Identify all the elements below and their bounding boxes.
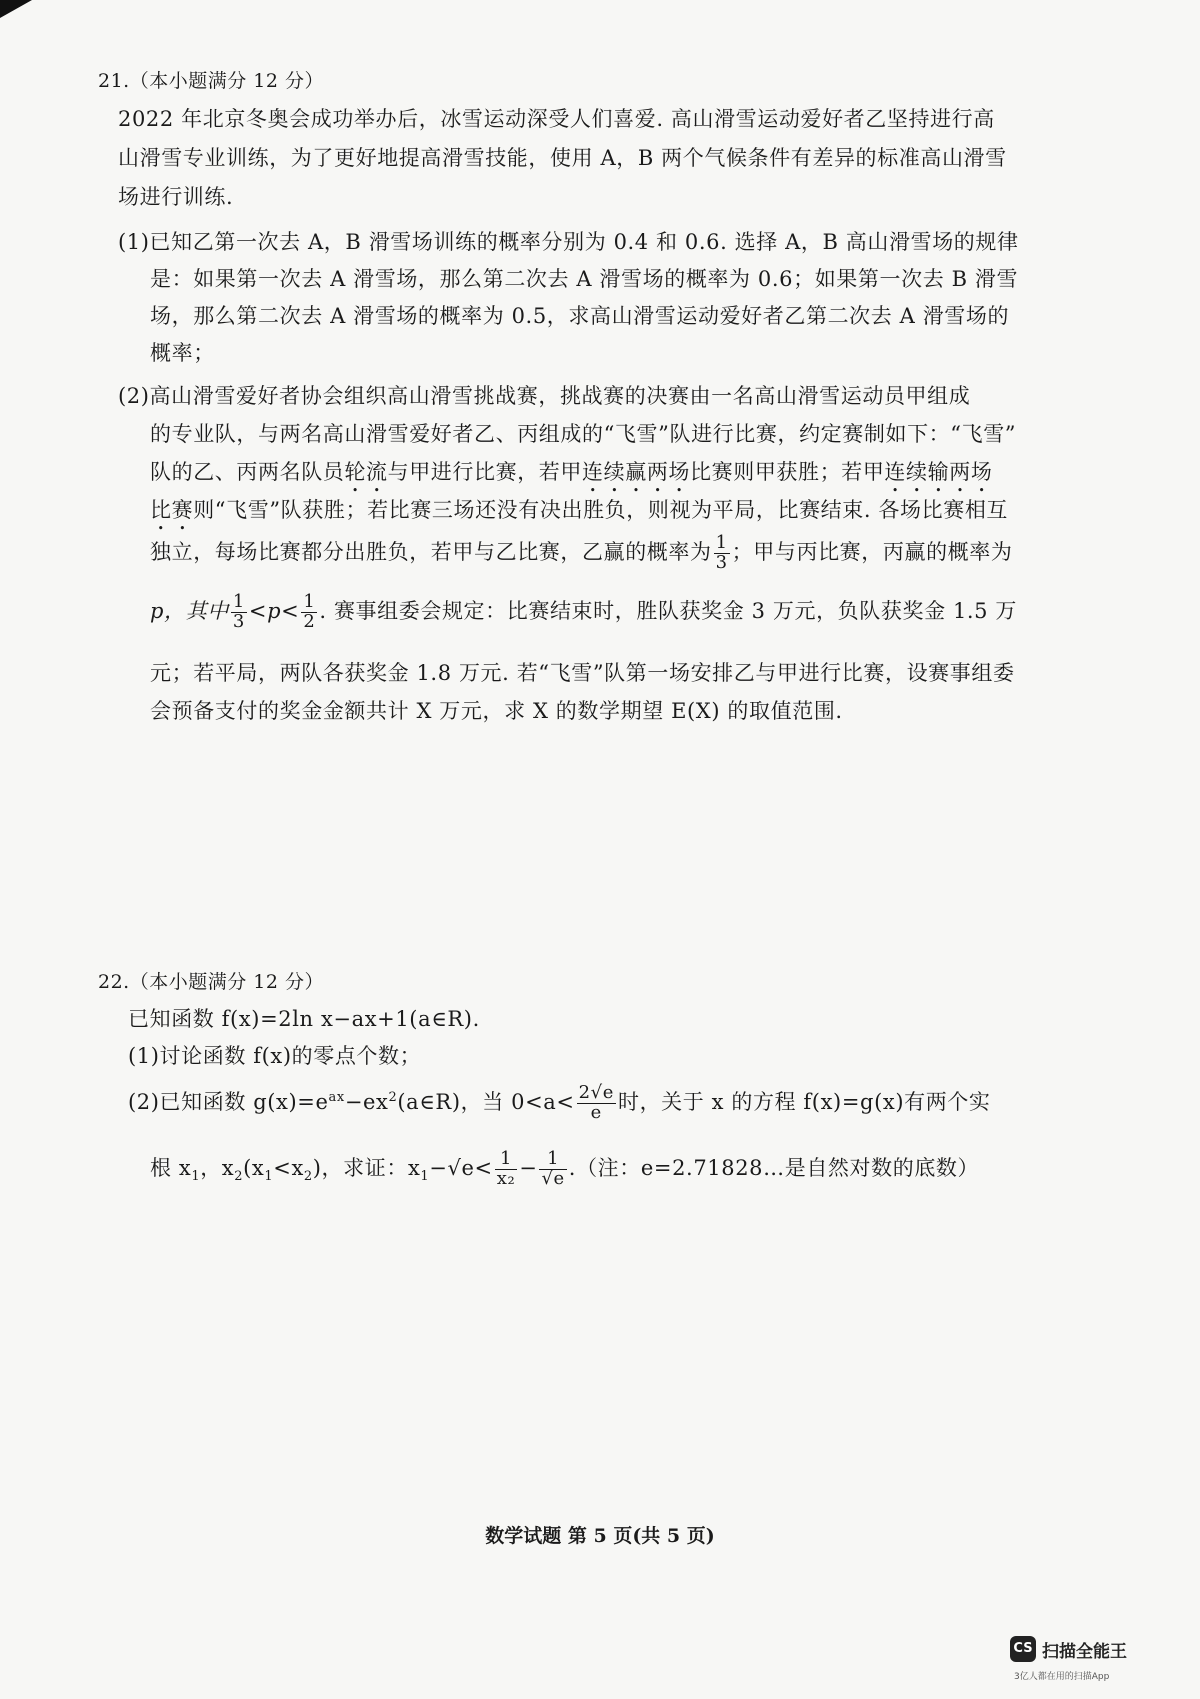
q22-line-1: 已知函数 f(x)=2ln x−ax+1(a∈R). <box>128 1007 480 1031</box>
q21-part2-line-6: p，其中 $\frac{1}{3}$ <p< $\frac{1}{2}$ . 赛事组委会规定：比赛结束时，胜队获奖金 3 万元，负队获奖金 1.5 万 <box>150 591 1018 632</box>
fraction-one-third: $\frac{1}{3}$ <box>715 532 728 573</box>
q21-intro-line-2: 山滑雪专业训练，为了更好地提高滑雪技能，使用 A，B 两个气候条件有差异的标准高山滑雪 <box>118 146 1007 170</box>
q21-part1-line-3: 场，那么第二次去 A 滑雪场的概率为 0.5，求高山滑雪运动爱好者乙第二次去 A 滑雪场的 <box>150 304 1010 328</box>
emphasis-turns: 轮流 <box>344 460 388 484</box>
emphasis-win-two: 连续赢两场 <box>582 460 691 484</box>
q22-heading: 22.（本小题满分 12 分） <box>98 971 324 993</box>
emphasis-lose-two: 连续输两场 <box>884 460 993 484</box>
q21-heading: 21.（本小题满分 12 分） <box>98 70 324 92</box>
fraction-two-root-e-over-e: $\frac{2√e}{e}$ <box>578 1082 614 1123</box>
q21-part2-line-3: 队的乙、丙两名队员轮流与甲进行比赛，若甲连续赢两场比赛则甲获胜；若甲连续输两场 <box>150 460 993 484</box>
q22-line-3: (2)已知函数 $g(x)=e^{ax}-ex^2(a\in R)$，当 0<a< $\frac{2√e}{e}$ 时，关于 x 的方程 f(x)=g(x)有两个实 <box>128 1082 991 1123</box>
q21-part1-line-4: 概率； <box>150 341 215 365</box>
q21-part2-line-5: 独立，每场比赛都分出胜负，若甲与乙比赛，乙赢的概率为 $\frac{1}{3}$ ；甲与丙比赛，丙赢的概率为 <box>150 532 1013 573</box>
scanner-tagline: 3亿人都在用的扫描App <box>1014 1672 1110 1682</box>
q22-line-4: 根 $x_1$，$x_2(x_1<x_2)$，求证：$x_1-√e<$ $\frac{1}{\text{x₂}}$ − $\frac{1}{√e}$ .（注：e=2.71828…是自然对数的底数） <box>150 1148 980 1189</box>
fraction-one-over-root-e: $\frac{1}{√e}$ <box>541 1148 565 1189</box>
q21-part2-line-8: 会预备支付的奖金金额共计 X 万元，求 X 的数学期望 E(X) 的取值范围. <box>150 699 843 723</box>
scan-corner-mark <box>0 0 32 18</box>
q21-part2-line-4: 比赛则“飞雪”队获胜；若比赛三场还没有决出胜负，则视为平局，比赛结束. 各场比赛相互 <box>150 498 1009 522</box>
fraction-one-third-b: $\frac{1}{3}$ <box>232 591 245 632</box>
page-footer: 数学试题 第 5 页(共 5 页) <box>485 1525 715 1547</box>
cs-logo-icon: CS <box>1010 1636 1036 1662</box>
q22-line-2: (1)讨论函数 f(x)的零点个数； <box>128 1044 422 1068</box>
q21-part2-line-7: 元；若平局，两队各获奖金 1.8 万元. 若“飞雪”队第一场安排乙与甲进行比赛，设赛事组委 <box>150 661 1015 685</box>
fraction-one-over-x2: $\frac{1}{\text{x₂}}$ <box>496 1148 516 1189</box>
q21-intro-line-3: 场进行训练. <box>118 185 234 209</box>
q21-part1-line-1: (1)已知乙第一次去 A，B 滑雪场训练的概率分别为 0.4 和 0.6. 选择 A，B 高山滑雪场的规律 <box>118 230 1019 254</box>
emphasis-match: 比赛 <box>150 498 194 522</box>
q21-part2-line-2: 的专业队，与两名高山滑雪爱好者乙、丙组成的“飞雪”队进行比赛，约定赛制如下：“飞雪” <box>150 422 1017 446</box>
q21-part1-line-2: 是：如果第一次去 A 滑雪场，那么第二次去 A 滑雪场的概率为 0.6；如果第一次去 B 滑雪 <box>150 267 1019 291</box>
scanner-app-name: 扫描全能王 <box>1042 1642 1127 1662</box>
q21-intro-line-1: 2022 年北京冬奥会成功举办后，冰雪运动深受人们喜爱. 高山滑雪运动爱好者乙坚持进行高 <box>118 107 995 131</box>
fraction-one-half: $\frac{1}{2}$ <box>303 591 316 632</box>
q21-part2-line-1: (2)高山滑雪爱好者协会组织高山滑雪挑战赛，挑战赛的决赛由一名高山滑雪运动员甲组成 <box>118 384 971 408</box>
scanner-watermark <box>1010 1636 1190 1692</box>
